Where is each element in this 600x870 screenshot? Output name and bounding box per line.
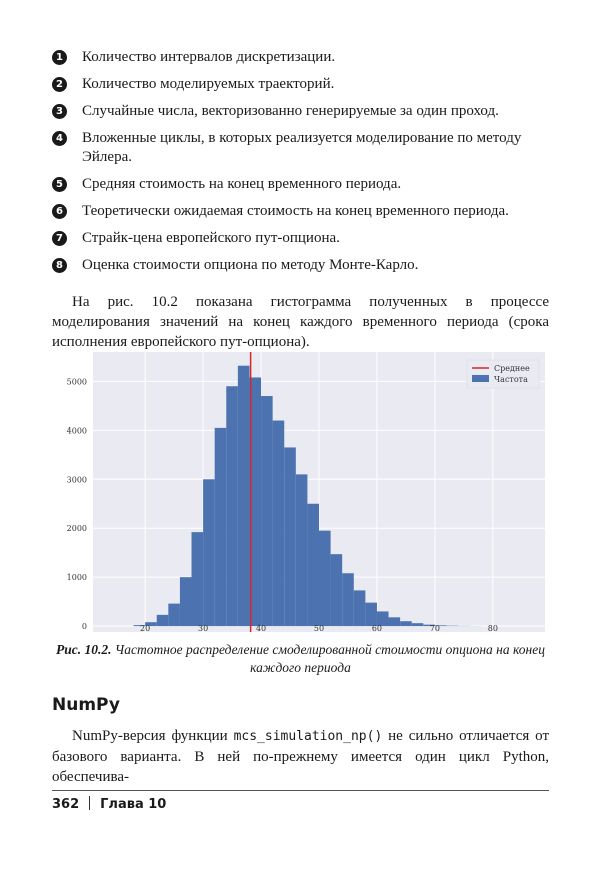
list-item bbox=[52, 229, 552, 248]
list-item-text: Вложенные циклы, в которых реализуется моделирование по методу Эйлера. bbox=[82, 130, 522, 165]
list-item bbox=[52, 202, 552, 221]
x-tick-label: 40 bbox=[255, 624, 267, 633]
y-tick-label: 3000 bbox=[66, 475, 87, 485]
section-heading: NumPy bbox=[52, 695, 120, 715]
histogram-bar bbox=[226, 386, 238, 626]
histogram-bar bbox=[168, 604, 180, 627]
histogram-bar bbox=[284, 447, 296, 626]
histogram-bar bbox=[412, 623, 424, 626]
histogram-bar bbox=[296, 474, 308, 626]
x-tick-label: 50 bbox=[313, 624, 325, 633]
callout-number-icon: 7 bbox=[52, 231, 67, 246]
legend-label: Частота bbox=[494, 375, 528, 384]
callout-number-icon: 4 bbox=[52, 131, 67, 146]
chart-legend bbox=[467, 360, 539, 388]
list-item-text: Средняя стоимость на конец временного периода. bbox=[82, 176, 402, 192]
y-tick-label: 1000 bbox=[66, 573, 87, 583]
legend-swatch-patch bbox=[472, 375, 489, 382]
list-item bbox=[52, 48, 552, 67]
histogram-bar bbox=[180, 577, 192, 626]
paragraph2-before: NumPy-версия функции bbox=[72, 728, 234, 744]
footer-separator bbox=[89, 796, 90, 810]
list-item bbox=[52, 75, 552, 94]
caption-text: Частотное распределение смоделированной стоимости опциона на конец каждого периода bbox=[114, 642, 545, 675]
list-item bbox=[52, 256, 552, 275]
body-paragraph-2 bbox=[52, 726, 549, 787]
list-item-text: Количество интервалов дискретизации. bbox=[82, 49, 336, 65]
callout-list bbox=[52, 48, 552, 283]
figure-caption bbox=[52, 641, 549, 677]
histogram-bar bbox=[192, 532, 204, 626]
body-paragraph-1: На рис. 10.2 показана гистограмма полученных в процессе моделирования значений на конец каждого временного периода (срока исполнения европейского пут-опциона). bbox=[52, 294, 549, 350]
callout-number-icon: 1 bbox=[52, 50, 67, 65]
x-tick-label: 70 bbox=[429, 624, 440, 633]
caption-label: Рис. 10.2. bbox=[56, 642, 112, 657]
footer-rule bbox=[52, 790, 549, 791]
histogram-bar bbox=[238, 366, 250, 626]
callout-number-icon: 3 bbox=[52, 104, 67, 119]
y-tick-label: 5000 bbox=[66, 377, 87, 387]
list-item-text: Страйк-цена европейского пут-опциона. bbox=[82, 230, 340, 246]
x-tick-label: 80 bbox=[487, 624, 498, 633]
histogram-bar bbox=[389, 617, 401, 626]
x-tick-label: 60 bbox=[371, 624, 383, 633]
list-item-text: Количество моделируемых траекторий. bbox=[82, 76, 335, 92]
list-item bbox=[52, 129, 552, 167]
callout-number-icon: 5 bbox=[52, 177, 67, 192]
histogram-bar bbox=[261, 396, 273, 626]
x-tick-label: 30 bbox=[198, 624, 209, 633]
chapter-label: Глава 10 bbox=[100, 797, 167, 812]
histogram-bar bbox=[215, 428, 227, 626]
list-item bbox=[52, 102, 552, 121]
callout-number-icon: 8 bbox=[52, 258, 67, 273]
histogram-bar bbox=[354, 590, 366, 626]
chart-y-ticks bbox=[67, 377, 87, 631]
y-tick-label: 4000 bbox=[66, 426, 87, 436]
paragraph2-after: не сильно отличается от базового варианта. В ней по-прежнему имеется один цикл Python, обеспечива- bbox=[52, 728, 549, 785]
page-footer bbox=[52, 796, 166, 812]
list-item-text: Случайные числа, векторизованно генерируемые за один проход. bbox=[82, 103, 499, 119]
histogram-bar bbox=[273, 421, 285, 627]
x-tick-label: 20 bbox=[140, 624, 151, 633]
histogram-bar bbox=[319, 531, 331, 626]
histogram-bar bbox=[157, 615, 169, 626]
y-tick-label: 2000 bbox=[66, 524, 87, 534]
histogram-bar bbox=[365, 603, 377, 626]
callout-number-icon: 6 bbox=[52, 204, 67, 219]
histogram-bar bbox=[203, 479, 215, 626]
histogram-bar bbox=[342, 573, 354, 626]
histogram-figure bbox=[63, 350, 547, 638]
histogram-bar bbox=[331, 554, 343, 626]
histogram-chart bbox=[63, 350, 547, 638]
y-tick-label: 0 bbox=[81, 622, 87, 632]
legend-label: Среднее bbox=[494, 364, 530, 373]
histogram-bar bbox=[307, 504, 319, 626]
list-item-text: Оценка стоимости опциона по методу Монте-Карло. bbox=[82, 257, 419, 273]
inline-code: mcs_simulation_np() bbox=[233, 729, 383, 744]
callout-number-icon: 2 bbox=[52, 77, 67, 92]
page-number: 362 bbox=[52, 797, 80, 812]
histogram-bar bbox=[400, 621, 412, 626]
list-item bbox=[52, 175, 552, 194]
list-item-text: Теоретически ожидаемая стоимость на конец временного периода. bbox=[82, 203, 509, 219]
